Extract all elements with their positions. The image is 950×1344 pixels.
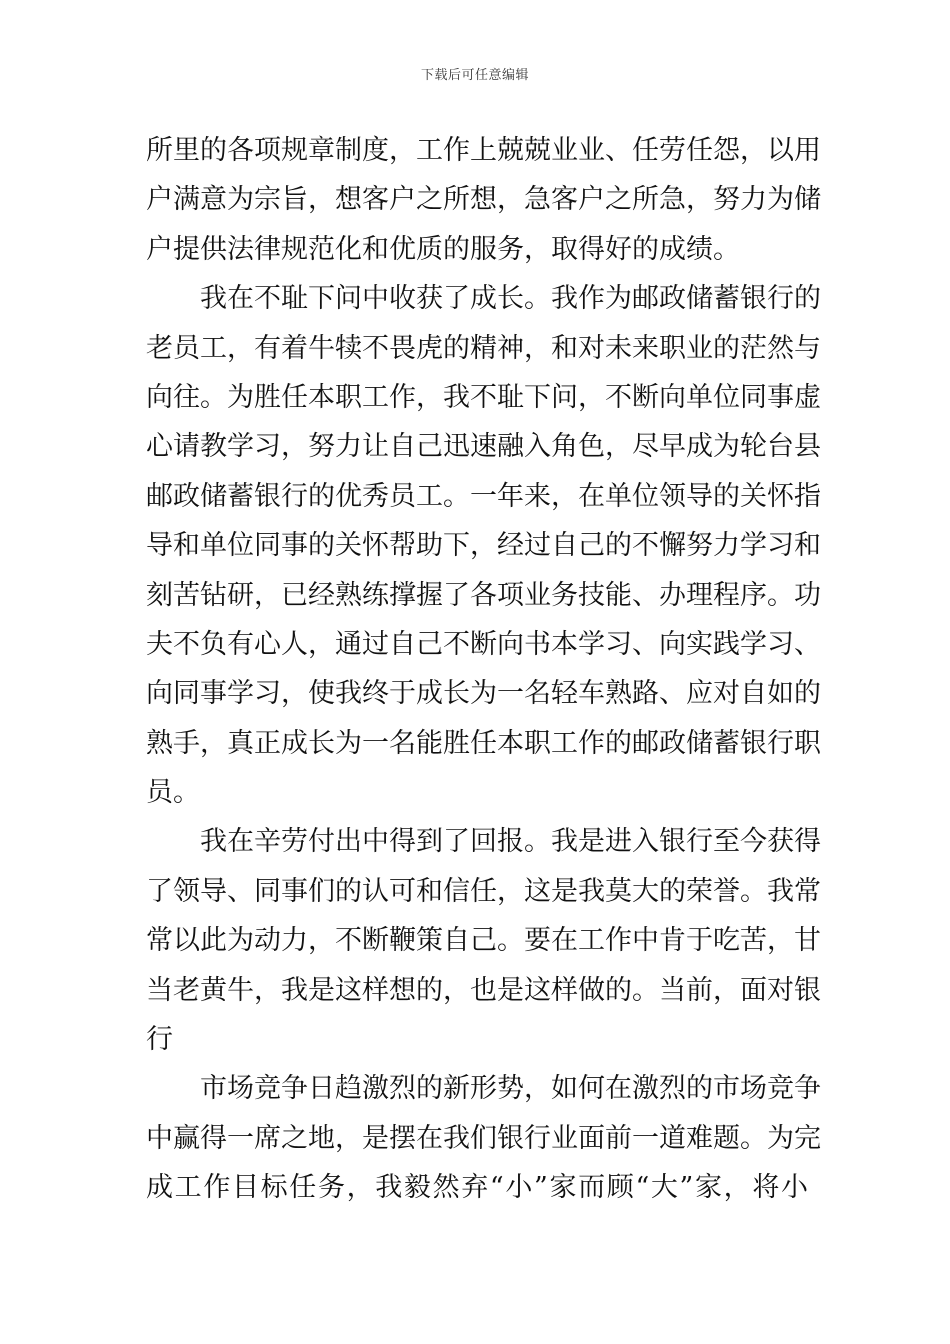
text-line: 户满意为宗旨，想客户之所想，急客户之所急，努力为储 [146, 184, 821, 216]
body-text [146, 126, 821, 1213]
text-line: 了领导、同事们的认可和信任，这是我莫大的荣誉。我常 [146, 875, 821, 907]
text-line: 向同事学习，使我终于成长为一名轻车熟路、应对自如的 [146, 678, 821, 710]
text-line: 心请教学习，努力让自己迅速融入角色，尽早成为轮台县 [146, 431, 821, 463]
text-line: 市场竞争日趋激烈的新形势，如何在激烈的市场竞争 [200, 1073, 821, 1105]
text-line: 夫不负有心人，通过自己不断向书本学习、向实践学习、 [146, 628, 821, 660]
text-line: 中赢得一席之地，是摆在我们银行业面前一道难题。为完 [146, 1122, 821, 1154]
text-line: 老员工，有着牛犊不畏虎的精神，和对未来职业的茫然与 [146, 332, 821, 364]
text-line: 熟手，真正成长为一名能胜任本职工作的邮政储蓄银行职 [146, 727, 821, 759]
text-line: 常以此为动力，不断鞭策自己。要在工作中肯于吃苦，甘 [146, 925, 821, 957]
text-line: 户提供法律规范化和优质的服务，取得好的成绩。 [146, 233, 740, 265]
text-line: 行 [146, 1024, 173, 1056]
text-line: 邮政储蓄银行的优秀员工。一年来，在单位领导的关怀指 [146, 480, 821, 512]
text-line: 导和单位同事的关怀帮助下，经过自己的不懈努力学习和 [146, 530, 821, 562]
text-line: 我在不耻下问中收获了成长。我作为邮政储蓄银行的 [200, 283, 821, 315]
text-line: 我在辛劳付出中得到了回报。我是进入银行至今获得 [200, 826, 821, 858]
text-line: 刻苦钻研，已经熟练撑握了各项业务技能、办理程序。功 [146, 579, 821, 611]
text-line: 向往。为胜任本职工作，我不耻下问，不断向单位同事虚 [146, 381, 821, 413]
text-line: 所里的各项规章制度，工作上兢兢业业、任劳任怨，以用 [146, 135, 821, 166]
text-line: 员。 [146, 777, 200, 809]
text-line: 当老黄牛，我是这样想的，也是这样做的。当前，面对银 [146, 974, 821, 1006]
text-line: 成工作目标任务，我毅然弃“小”家而顾“大”家，将小 [146, 1172, 808, 1204]
page-header: 下载后可任意编辑 [420, 68, 529, 83]
